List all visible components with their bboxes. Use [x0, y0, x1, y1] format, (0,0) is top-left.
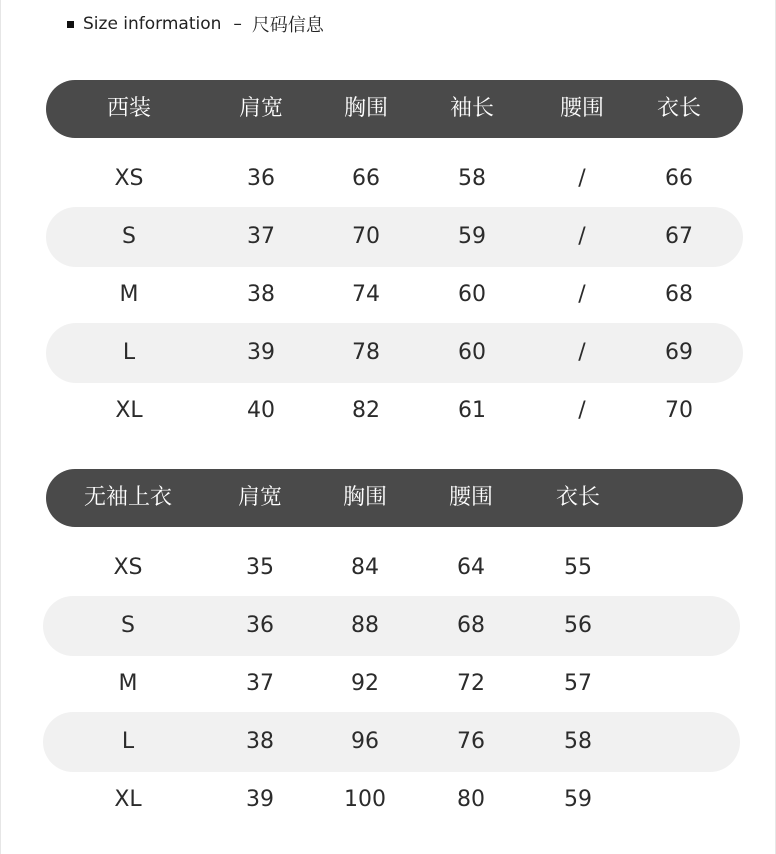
value-cell: 68 [457, 613, 485, 638]
value-cell: 58 [458, 166, 486, 191]
heading-english: Size information [83, 14, 222, 34]
table-header-row [0, 469, 776, 527]
size-label-cell: M [119, 282, 139, 307]
size-label-cell: XL [115, 398, 143, 423]
value-cell: 37 [247, 224, 275, 249]
header-cell: 腰围 [448, 485, 494, 510]
value-cell: 67 [665, 224, 693, 249]
value-cell: 57 [564, 671, 592, 696]
table-row [0, 150, 776, 208]
table-row [0, 539, 776, 597]
header-cell: 无袖上衣 [83, 485, 173, 510]
value-cell: 84 [351, 555, 379, 580]
value-cell: 60 [458, 282, 486, 307]
value-cell: 72 [457, 671, 485, 696]
table-row [0, 266, 776, 324]
value-cell: 68 [665, 282, 693, 307]
table-row [0, 713, 776, 771]
size-label-cell: XS [114, 166, 144, 191]
table-header-row [0, 80, 776, 138]
header-cell: 腰围 [559, 96, 605, 121]
value-cell: 66 [352, 166, 380, 191]
header-cell: 肩宽 [238, 96, 284, 121]
value-cell: 36 [247, 166, 275, 191]
value-cell: / [578, 398, 586, 423]
value-cell: 36 [246, 613, 274, 638]
value-cell: 70 [665, 398, 693, 423]
value-cell: 82 [352, 398, 380, 423]
size-label-cell: L [121, 729, 135, 754]
value-cell: 74 [352, 282, 380, 307]
value-cell: 80 [457, 787, 485, 812]
value-cell: / [578, 224, 586, 249]
row-stripe [46, 207, 743, 267]
value-cell: 69 [665, 340, 693, 365]
value-cell: 37 [246, 671, 274, 696]
size-label-cell: S [121, 613, 135, 638]
table-row [0, 324, 776, 382]
value-cell: 92 [351, 671, 379, 696]
header-cell: 胸围 [343, 96, 389, 121]
header-cell: 衣长 [656, 96, 702, 121]
table-row [0, 208, 776, 266]
value-cell: 38 [247, 282, 275, 307]
value-cell: / [578, 166, 586, 191]
row-stripe [46, 323, 743, 383]
heading-dash: – [233, 14, 242, 34]
header-cell: 胸围 [342, 485, 388, 510]
value-cell: 38 [246, 729, 274, 754]
size-label-cell: XL [114, 787, 142, 812]
value-cell: 55 [564, 555, 592, 580]
value-cell: 96 [351, 729, 379, 754]
square-bullet-icon [67, 21, 74, 28]
value-cell: 66 [665, 166, 693, 191]
section-heading [67, 12, 324, 36]
value-cell: 58 [564, 729, 592, 754]
value-cell: 76 [457, 729, 485, 754]
value-cell: 39 [247, 340, 275, 365]
value-cell: 56 [564, 613, 592, 638]
size-label-cell: M [118, 671, 138, 696]
value-cell: / [578, 340, 586, 365]
value-cell: 78 [352, 340, 380, 365]
value-cell: 35 [246, 555, 274, 580]
value-cell: 60 [458, 340, 486, 365]
size-label-cell: L [122, 340, 136, 365]
value-cell: / [578, 282, 586, 307]
header-cell: 西装 [106, 96, 152, 121]
table-row [0, 771, 776, 829]
value-cell: 40 [247, 398, 275, 423]
value-cell: 70 [352, 224, 380, 249]
header-cell: 袖长 [449, 96, 495, 121]
table-row [0, 655, 776, 713]
row-stripe [43, 712, 740, 772]
size-label-cell: S [122, 224, 136, 249]
value-cell: 64 [457, 555, 485, 580]
size-label-cell: XS [113, 555, 143, 580]
value-cell: 61 [458, 398, 486, 423]
value-cell: 39 [246, 787, 274, 812]
row-stripe [43, 596, 740, 656]
value-cell: 100 [344, 787, 386, 812]
value-cell: 59 [458, 224, 486, 249]
header-cell: 衣长 [555, 485, 601, 510]
value-cell: 88 [351, 613, 379, 638]
header-cell: 肩宽 [237, 485, 283, 510]
value-cell: 59 [564, 787, 592, 812]
table-row [0, 382, 776, 440]
heading-chinese: 尺码信息 [251, 15, 324, 36]
table-row [0, 597, 776, 655]
